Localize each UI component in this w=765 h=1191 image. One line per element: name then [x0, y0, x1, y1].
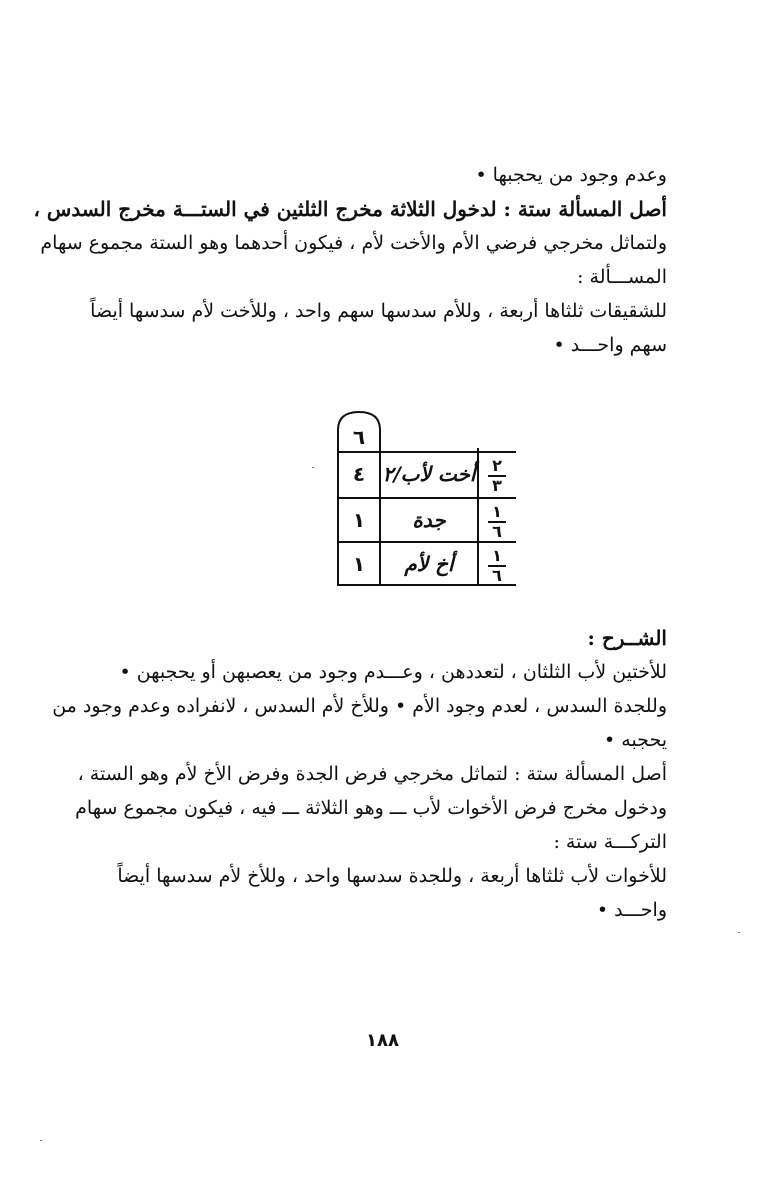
text-line: أصل المسألة ستة : لدخول الثلاثة مخرج الثلثين في الستـــة مخرج السدس ،	[33, 197, 667, 221]
page-number: ١٨٨	[366, 1030, 399, 1051]
text-line: واحـــد •	[596, 899, 667, 921]
text-line: المســـألة :	[577, 266, 667, 288]
text-line: للشقيقات ثلثاها أربعة ، وللأم سدسها سهم واحد ، وللأخت لأم سدسها أيضاً	[90, 300, 667, 322]
table-fraction-cell	[478, 500, 516, 540]
table-fraction-cell	[478, 544, 516, 584]
table-base-value: ٦	[352, 425, 366, 449]
text-line: وعدم وجود من يحجبها •	[475, 164, 667, 186]
fraction-denominator: ٣	[492, 476, 502, 495]
table-heir-cell: أخ لأم	[404, 552, 454, 576]
scan-speck	[40, 1140, 42, 1141]
text-line: أصل المسألة ستة : لتماثل مخرجي فرض الجدة وفرض الأخ لأم وهو الستة ،	[77, 763, 667, 785]
text-block-explanation	[52, 621, 667, 927]
fraction-numerator: ٢	[492, 456, 502, 475]
scan-speck	[312, 467, 314, 468]
text-line: وللجدة السدس ، لعدم وجود الأم • وللأخ لأم السدس ، لانفراده وعدم وجود من	[52, 695, 667, 717]
section-heading: الشــرح :	[587, 626, 667, 650]
table-share-cell: ٤	[352, 462, 366, 486]
text-line: للأختين لأب الثلثان ، لتعددهن ، وعـــدم وجود من يعصبهن أو يحجبهن •	[119, 661, 667, 683]
fraction-denominator: ٦	[492, 522, 502, 541]
table-share-cell: ١	[352, 552, 366, 576]
text-block-problem	[33, 158, 667, 362]
text-line: التركـــة ستة :	[553, 831, 667, 853]
table-share-cell: ١	[352, 508, 366, 532]
fraction-numerator: ١	[492, 502, 502, 521]
text-line: سهم واحـــد •	[553, 334, 667, 356]
text-line: ودخول مخرج فرض الأخوات لأب ـــ وهو الثلاثة ـــ فيه ، فيكون مجموع سهام	[75, 797, 667, 819]
fraction-numerator: ١	[492, 546, 502, 565]
text-line: يحجبه •	[604, 729, 667, 751]
text-line: ولتماثل مخرجي فرضي الأم والأخت لأم ، فيكون أحدهما وهو الستة مجموع سهام	[40, 232, 667, 254]
fraction-denominator: ٦	[492, 566, 502, 585]
scan-speck	[738, 932, 740, 933]
text-line: للأخوات لأب ثلثاها أربعة ، وللجدة سدسها واحد ، وللأخ لأم سدسها أيضاً	[117, 865, 667, 887]
table-heir-cell: أخت لأب/٢	[382, 462, 476, 486]
table-heir-cell: جدة	[412, 508, 446, 532]
table-fraction-cell	[478, 454, 516, 494]
inheritance-table	[334, 408, 520, 586]
